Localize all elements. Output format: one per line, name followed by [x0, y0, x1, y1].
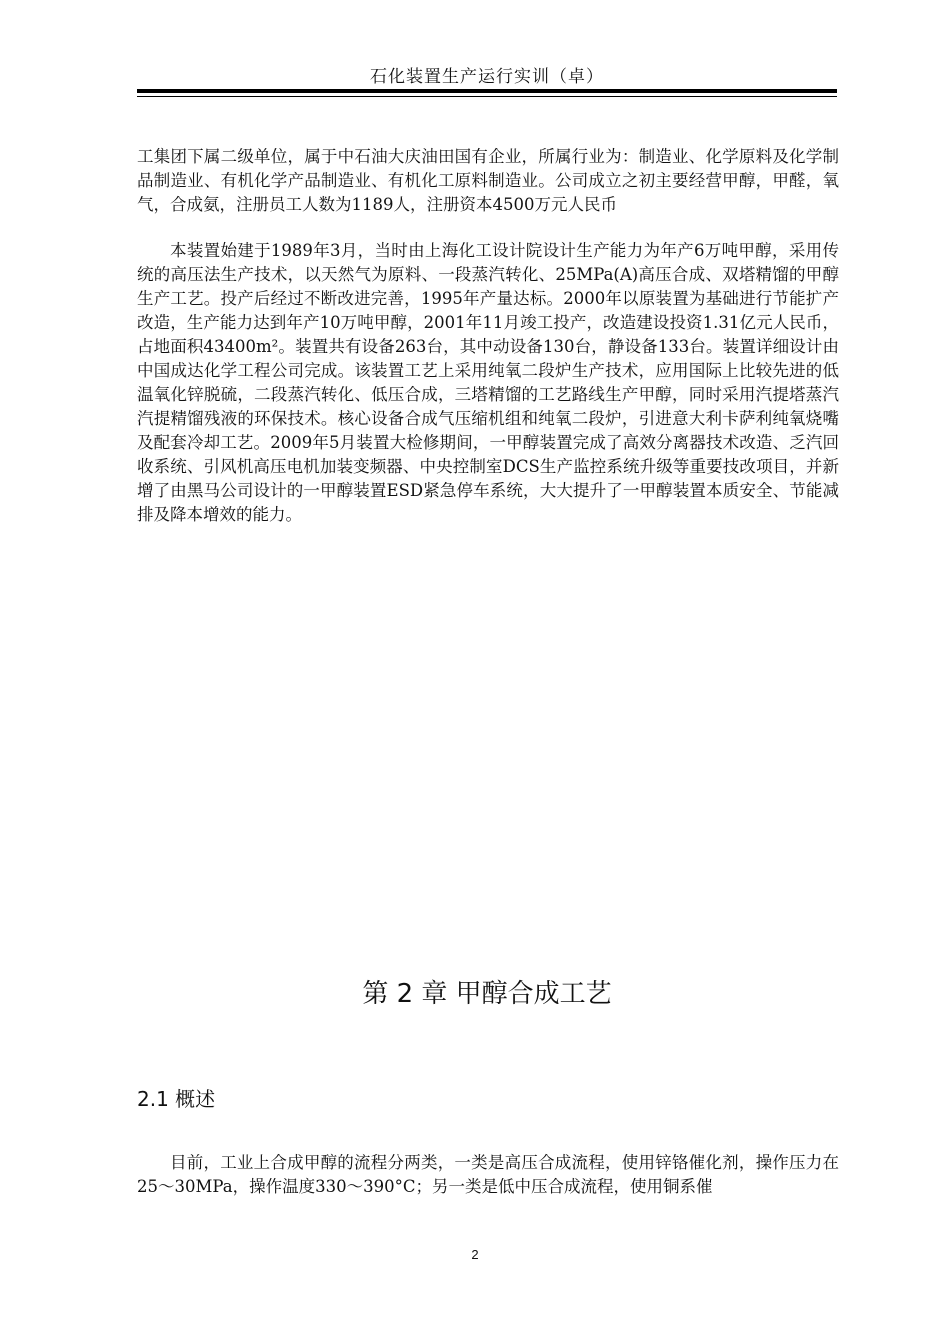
section-title: 2.1 概述 — [137, 1087, 216, 1111]
paragraph-overview: 目前，工业上合成甲醇的流程分两类，一类是高压合成流程，使用锌铬催化剂，操作压力在25～30MPa，操作温度330～390°C；另一类是低中压合成流程，使用铜系催 — [137, 1153, 839, 1196]
page-number: 2 — [471, 1247, 479, 1262]
paragraph-company-intro: 工集团下属二级单位，属于中石油大庆油田国有企业，所属行业为：制造业、化学原料及化学制品制造业、有机化学产品制造业、有机化工原料制造业。公司成立之初主要经营甲醇，甲醛，氧气，合成氨，注册员工人数为1189人，注册资本4500万元人民币 — [137, 147, 839, 214]
header-rule-thin — [137, 96, 837, 97]
header-rule-thick — [137, 89, 837, 93]
chapter-title: 第 2 章 甲醇合成工艺 — [362, 979, 612, 1009]
running-header: 石化装置生产运行实训（卓） — [370, 67, 604, 87]
paragraph-plant-history: 本装置始建于1989年3月，当时由上海化工设计院设计生产能力为年产6万吨甲醇，采用传统的高压法生产技术，以天然气为原料、一段蒸汽转化、25MPa(A)高压合成、双塔精馏的甲醇生产工艺。投产后经过不断改进完善，1995年产量达标。2000年以原装置为基础进行节能扩产改造，生产能力达到年产10万吨甲醇，2001年11月竣工投产，改造建设投资1.31亿元人民币，占地面积43400m²。装置共有设备263台，其中动设备130台，静设备133台。装置详细设计由中国成达化学工程公司完成。该装置工艺上采用纯氧二段炉生产技术，应用国际上比较先进的低温氧化锌脱硫，二段蒸汽转化、低压合成，三塔精馏的工艺路线生产甲醇，同时采用汽提塔蒸汽汽提精馏残液的环保技术。核心设备合成气压缩机组和纯氧二段炉，引进意大利卡萨利纯氧烧嘴及配套冷却工艺。2009年5月装置大检修期间，一甲醇装置完成了高效分离器技术改造、乏汽回收系统、引风机高压电机加装变频器、中央控制室DCS生产监控系统升级等重要技改项目，并新增了由黑马公司设计的一甲醇装置ESD紧急停车系统，大大提升了一甲醇装置本质安全、节能减排及降本增效的能力。 — [137, 241, 839, 524]
